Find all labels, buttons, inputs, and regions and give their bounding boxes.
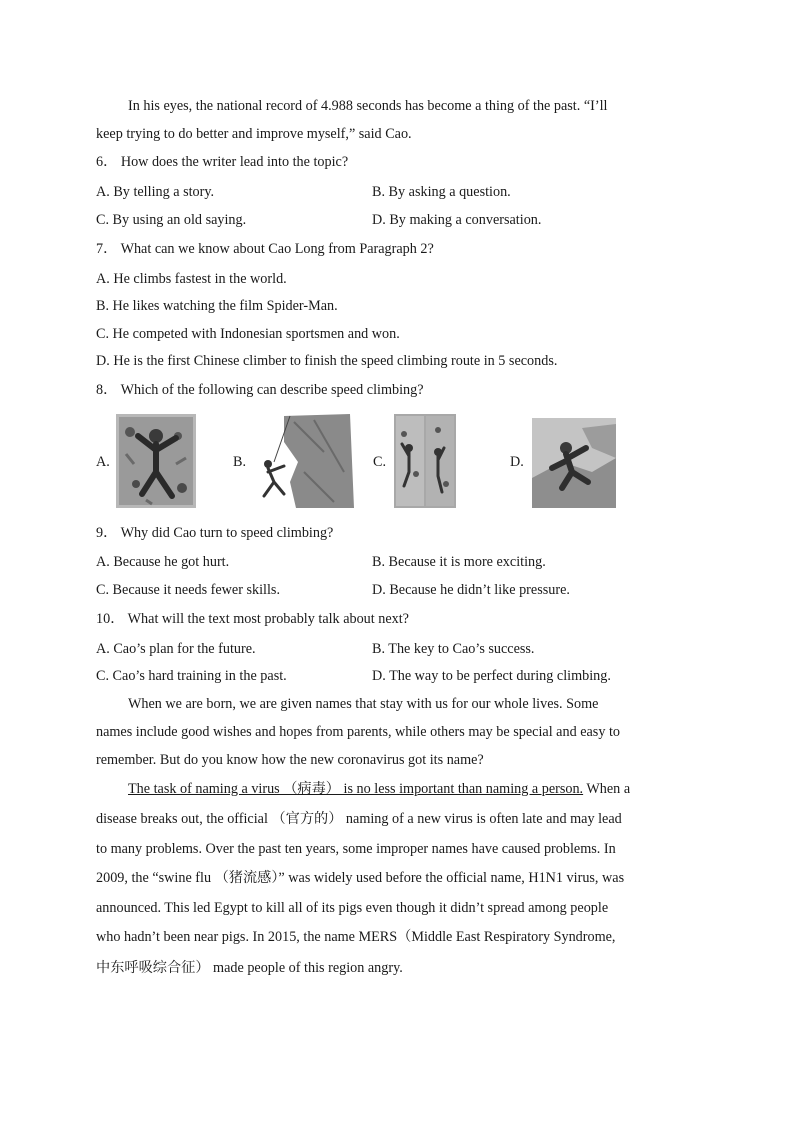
q8-option-d[interactable]: D. bbox=[510, 454, 524, 470]
underlined-sentence: The task of naming a virus （病毒） is no less important than naming a person. bbox=[128, 781, 584, 797]
question-10-stem: 10． What will the text most probably talk about next? bbox=[96, 611, 409, 627]
question-6-stem: 6． How does the writer lead into the topic? bbox=[96, 154, 349, 170]
q7-option-c[interactable]: C. He competed with Indonesian sportsmen and won. bbox=[96, 326, 400, 342]
climber-on-wall-image[interactable] bbox=[116, 414, 196, 508]
cliff-climber-image[interactable] bbox=[254, 412, 356, 510]
q10-option-b[interactable]: B. The key to Cao’s success. bbox=[372, 641, 535, 657]
q9-option-a[interactable]: A. Because he got hurt. bbox=[96, 554, 230, 570]
q8-option-b[interactable]: B. bbox=[233, 454, 247, 470]
passage2-line: remember. But do you know how the new coronavirus got its name? bbox=[96, 752, 484, 768]
q10-option-a[interactable]: A. Cao’s plan for the future. bbox=[96, 641, 256, 657]
passage2-line: names include good wishes and hopes from parents, while others may be special and easy to bbox=[96, 724, 621, 740]
passage2-line: announced. This led Egypt to kill all of its pigs even though it didn’t spread among people bbox=[96, 900, 609, 916]
passage2-line-tail: When a bbox=[583, 781, 631, 797]
q8-option-a[interactable]: A. bbox=[96, 454, 110, 470]
q6-option-c[interactable]: C. By using an old saying. bbox=[96, 212, 247, 228]
passage-line: keep trying to do better and improve myself,” said Cao. bbox=[96, 126, 412, 142]
q10-option-c[interactable]: C. Cao’s hard training in the past. bbox=[96, 668, 287, 684]
bouldering-climber-image[interactable] bbox=[532, 418, 616, 508]
question-8-stem: 8． Which of the following can describe speed climbing? bbox=[96, 382, 424, 398]
q9-option-d[interactable]: D. Because he didn’t like pressure. bbox=[372, 582, 570, 598]
q9-option-b[interactable]: B. Because it is more exciting. bbox=[372, 554, 546, 570]
question-7-stem: 7． What can we know about Cao Long from Paragraph 2? bbox=[96, 241, 434, 257]
q6-option-b[interactable]: B. By asking a question. bbox=[372, 184, 511, 200]
passage2-line: 2009, the “swine flu （猪流感）” was widely used before the official name, H1N1 virus, was bbox=[96, 870, 625, 886]
passage2-para2-first-line bbox=[128, 779, 630, 799]
speed-wall-climbers-image[interactable] bbox=[394, 414, 456, 508]
question-9-stem: 9． Why did Cao turn to speed climbing? bbox=[96, 525, 334, 541]
passage2-line: When we are born, we are given names that stay with us for our whole lives. Some bbox=[128, 696, 599, 712]
q7-option-a[interactable]: A. He climbs fastest in the world. bbox=[96, 271, 287, 287]
passage2-line: disease breaks out, the official （官方的） naming of a new virus is often late and may lead bbox=[96, 811, 622, 827]
q6-option-a[interactable]: A. By telling a story. bbox=[96, 184, 215, 200]
passage-line: In his eyes, the national record of 4.988 seconds has become a thing of the past. “I’ll bbox=[128, 98, 608, 114]
q9-option-c[interactable]: C. Because it needs fewer skills. bbox=[96, 582, 280, 598]
passage2-line: to many problems. Over the past ten years, some improper names have caused problems. In bbox=[96, 841, 616, 857]
q10-option-d[interactable]: D. The way to be perfect during climbing. bbox=[372, 668, 611, 684]
q7-option-d[interactable]: D. He is the first Chinese climber to finish the speed climbing route in 5 seconds. bbox=[96, 353, 558, 369]
q6-option-d[interactable]: D. By making a conversation. bbox=[372, 212, 542, 228]
q7-option-b[interactable]: B. He likes watching the film Spider-Man. bbox=[96, 298, 338, 314]
q8-option-c[interactable]: C. bbox=[373, 454, 387, 470]
passage2-line: who hadn’t been near pigs. In 2015, the name MERS（Middle East Respiratory Syndrome, bbox=[96, 929, 616, 945]
passage2-line: 中东呼吸综合征） made people of this region angry. bbox=[96, 960, 403, 976]
